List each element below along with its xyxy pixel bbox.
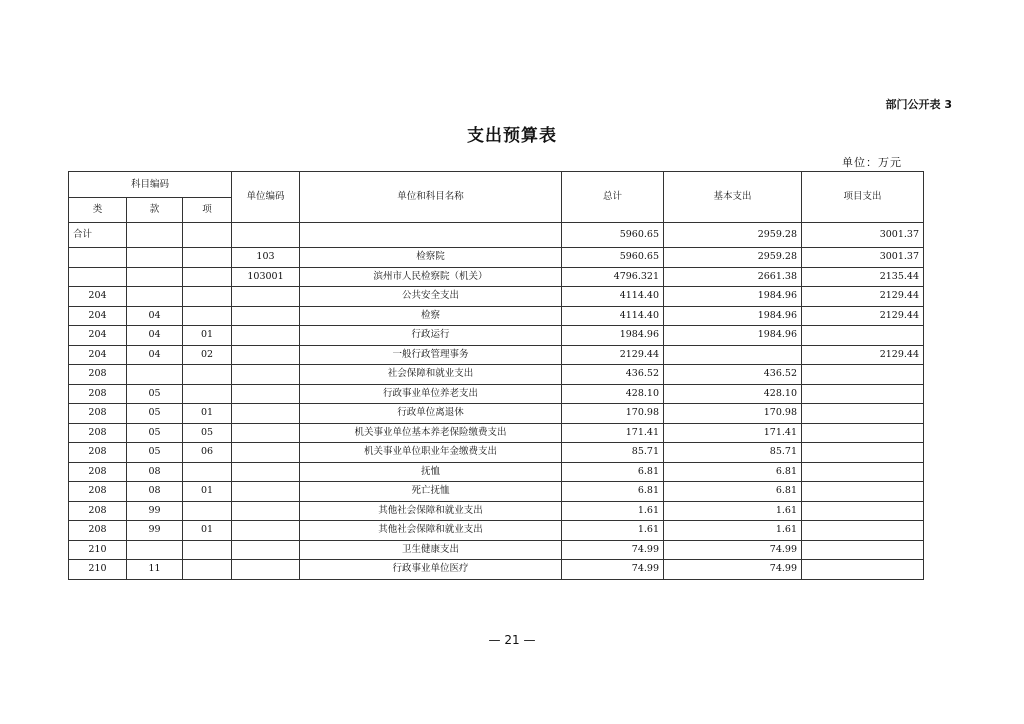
cell-name: 其他社会保障和就业支出 [300,501,562,521]
cell-name: 机关事业单位职业年金缴费支出 [300,443,562,463]
cell-total: 1.61 [562,521,664,541]
cell-lei: 208 [69,501,127,521]
table-row [69,462,924,482]
cell-total: 4114.40 [562,306,664,326]
cell-kuan: 08 [127,482,183,502]
cell-kuan: 04 [127,345,183,365]
cell-name: 死亡抚恤 [300,482,562,502]
cell-code [232,384,300,404]
cell-code [232,365,300,385]
cell-basic: 428.10 [664,384,802,404]
cell-total: 436.52 [562,365,664,385]
cell-code [232,443,300,463]
cell-basic: 2661.38 [664,267,802,287]
cell-code [232,223,300,248]
page-number: — 21 — [488,633,536,647]
cell-name [300,223,562,248]
cell-total: 170.98 [562,404,664,424]
cell-basic: 74.99 [664,540,802,560]
cell-code [232,482,300,502]
cell-kuan: 99 [127,521,183,541]
cell-xiang [183,501,232,521]
table-row [69,326,924,346]
cell-name: 社会保障和就业支出 [300,365,562,385]
table-row [69,267,924,287]
cell-total: 4114.40 [562,287,664,307]
budget-table [68,171,924,580]
cell-total: 6.81 [562,462,664,482]
cell-name: 卫生健康支出 [300,540,562,560]
cell-lei: 208 [69,384,127,404]
cell-kuan: 11 [127,560,183,580]
cell-basic: 2959.28 [664,248,802,268]
cell-total: 171.41 [562,423,664,443]
cell-total: 6.81 [562,482,664,502]
cell-kuan: 04 [127,306,183,326]
cell-lei: 210 [69,560,127,580]
cell-project [802,501,924,521]
cell-xiang: 05 [183,423,232,443]
cell-basic: 171.41 [664,423,802,443]
cell-name: 公共安全支出 [300,287,562,307]
cell-project [802,423,924,443]
cell-xiang [183,267,232,287]
cell-xiang [183,365,232,385]
cell-kuan [127,287,183,307]
cell-project: 2129.44 [802,345,924,365]
cell-code [232,345,300,365]
table-row [69,443,924,463]
cell-lei: 208 [69,482,127,502]
cell-lei: 208 [69,365,127,385]
cell-project [802,560,924,580]
table-row [69,384,924,404]
cell-code [232,287,300,307]
cell-project [802,482,924,502]
cell-lei: 208 [69,462,127,482]
cell-name: 抚恤 [300,462,562,482]
cell-basic: 1.61 [664,501,802,521]
cell-kuan: 05 [127,423,183,443]
cell-lei: 208 [69,521,127,541]
cell-xiang [183,560,232,580]
header-xiang: 项 [183,198,232,223]
cell-total: 1.61 [562,501,664,521]
cell-code [232,560,300,580]
cell-basic: 85.71 [664,443,802,463]
cell-basic: 170.98 [664,404,802,424]
cell-lei: 208 [69,404,127,424]
cell-project [802,521,924,541]
cell-lei [69,248,127,268]
cell-lei: 204 [69,306,127,326]
cell-lei [69,267,127,287]
header-subject-code: 科目编码 [69,172,232,198]
cell-code [232,540,300,560]
table-row [69,223,924,248]
cell-kuan: 08 [127,462,183,482]
cell-lei: 合计 [69,223,127,248]
cell-name: 行政事业单位养老支出 [300,384,562,404]
cell-basic: 6.81 [664,462,802,482]
cell-basic: 6.81 [664,482,802,502]
cell-code [232,423,300,443]
cell-code: 103001 [232,267,300,287]
cell-xiang: 01 [183,521,232,541]
cell-kuan: 05 [127,384,183,404]
cell-xiang: 01 [183,482,232,502]
cell-name: 其他社会保障和就业支出 [300,521,562,541]
cell-project: 2129.44 [802,306,924,326]
cell-basic [664,345,802,365]
cell-basic: 74.99 [664,560,802,580]
cell-kuan [127,248,183,268]
cell-kuan [127,365,183,385]
table-row [69,423,924,443]
table-row [69,306,924,326]
table-row [69,248,924,268]
unit-label: 单位：万元 [842,156,902,169]
cell-project: 2135.44 [802,267,924,287]
cell-lei: 210 [69,540,127,560]
cell-code [232,501,300,521]
cell-name: 一般行政管理事务 [300,345,562,365]
cell-name: 检察院 [300,248,562,268]
cell-xiang [183,248,232,268]
page-title: 支出预算表 [467,126,557,146]
cell-project [802,326,924,346]
header-row [69,172,924,198]
cell-code [232,404,300,424]
table-row [69,560,924,580]
cell-name: 滨州市人民检察院（机关） [300,267,562,287]
header-kuan: 款 [127,198,183,223]
cell-project: 3001.37 [802,248,924,268]
table-row [69,540,924,560]
cell-kuan: 05 [127,443,183,463]
cell-xiang [183,287,232,307]
cell-code [232,521,300,541]
table-row [69,345,924,365]
header-unit-code: 单位编码 [232,172,300,223]
table-row [69,404,924,424]
cell-project [802,443,924,463]
cell-project [802,540,924,560]
cell-kuan [127,223,183,248]
cell-kuan: 05 [127,404,183,424]
cell-project: 3001.37 [802,223,924,248]
cell-total: 5960.65 [562,223,664,248]
cell-xiang: 06 [183,443,232,463]
cell-code [232,306,300,326]
cell-total: 5960.65 [562,248,664,268]
cell-kuan: 99 [127,501,183,521]
cell-total: 428.10 [562,384,664,404]
cell-basic: 1984.96 [664,326,802,346]
cell-xiang [183,223,232,248]
cell-xiang: 01 [183,326,232,346]
table-row [69,482,924,502]
cell-project [802,384,924,404]
cell-basic: 1.61 [664,521,802,541]
cell-xiang [183,540,232,560]
cell-xiang: 01 [183,404,232,424]
cell-name: 行政单位离退休 [300,404,562,424]
cell-kuan [127,540,183,560]
cell-lei: 208 [69,443,127,463]
cell-code [232,462,300,482]
cell-name: 检察 [300,306,562,326]
cell-lei: 204 [69,345,127,365]
cell-lei: 204 [69,287,127,307]
cell-total: 2129.44 [562,345,664,365]
cell-basic: 1984.96 [664,306,802,326]
cell-name: 行政运行 [300,326,562,346]
cell-kuan [127,267,183,287]
cell-xiang [183,306,232,326]
cell-total: 4796.321 [562,267,664,287]
form-tag: 部门公开表 3 [885,98,952,111]
cell-total: 74.99 [562,540,664,560]
cell-name: 机关事业单位基本养老保险缴费支出 [300,423,562,443]
cell-basic: 1984.96 [664,287,802,307]
table-row [69,365,924,385]
cell-kuan: 04 [127,326,183,346]
table-row [69,521,924,541]
cell-project [802,404,924,424]
cell-xiang [183,462,232,482]
cell-name: 行政事业单位医疗 [300,560,562,580]
cell-lei: 204 [69,326,127,346]
cell-xiang [183,384,232,404]
header-project: 项目支出 [802,172,924,223]
cell-project: 2129.44 [802,287,924,307]
cell-code [232,326,300,346]
cell-basic: 436.52 [664,365,802,385]
cell-project [802,462,924,482]
header-basic: 基本支出 [664,172,802,223]
cell-basic: 2959.28 [664,223,802,248]
table-row [69,287,924,307]
table-row [69,501,924,521]
cell-total: 74.99 [562,560,664,580]
header-name: 单位和科目名称 [300,172,562,223]
cell-total: 85.71 [562,443,664,463]
header-total: 总计 [562,172,664,223]
cell-lei: 208 [69,423,127,443]
cell-project [802,365,924,385]
cell-xiang: 02 [183,345,232,365]
header-lei: 类 [69,198,127,223]
cell-total: 1984.96 [562,326,664,346]
cell-code: 103 [232,248,300,268]
